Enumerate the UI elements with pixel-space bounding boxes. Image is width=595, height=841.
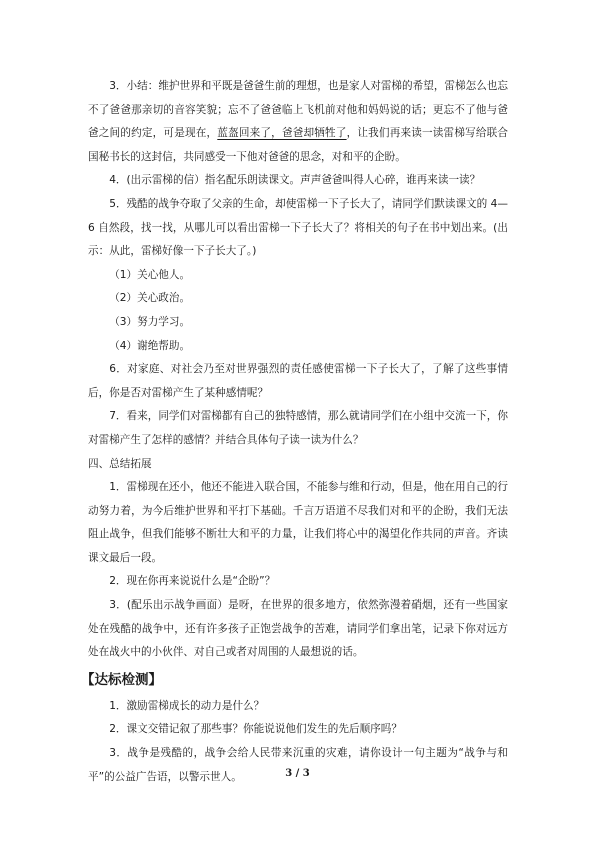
list-item: （4）谢绝帮助。 [109, 339, 191, 352]
paragraph-item-5: 5．残酷的战争夺取了父亲的生命，却使雷梯一下子长大了，请同学们默读课文的 4—6 自然段，找一找，从哪儿可以看出雷梯一下子长大了？将相关的句子在书中划出来。(出示：从此，雷梯好像一下子长大了。) [88, 197, 508, 258]
section-heading-summary: 四、总结拓展 [88, 457, 152, 470]
paragraph-summary-3: 3．(配乐出示战争画面）是呀，在世界的很多地方，依然弥漫着硝烟，还有一些国家处在残酷的战争中，还有许多孩子正饱尝战争的苦难，请同学们拿出笔，记录下你对远方处在战火中的小伙伴、对自己或者对周围的人最想说的话。 [88, 599, 508, 659]
list-item: （1）关心他人。 [109, 268, 191, 281]
paragraph-summary-2: 2．现在你再来说说什么是“企盼”？ [109, 575, 276, 588]
paragraph-summary-1: 1．雷梯现在还小，他还不能进入联合国，不能参与维和行动，但是，他在用自己的行动努力着，为今后维护世界和平打下基础。千言万语道不尽我们对和平的企盼，我们无法阻止战争，但我们能够不断壮大和平的力量，让我们将心中的渴望化作共同的声音。齐读课文最后一段。 [88, 481, 508, 564]
assessment-question-3: 3．战争是残酷的，战争会给人民带来沉重的灾难，请你设计一句主题为“战争与和平”的公益广告语，以警示世人。 [88, 747, 508, 783]
assessment-question-2: 2．课文交错记叙了那些事？你能说说他们发生的先后顺序吗？ [109, 723, 402, 736]
assessment-question-1: 1．激励雷梯成长的动力是什么？ [109, 699, 265, 712]
list-item: （2）关心政治。 [109, 292, 191, 305]
paragraph-item-7: 7．看来，同学们对雷梯都有自己的独特感情，那么就请同学们在小组中交流一下，你对雷梯产生了怎样的感情？并结合具体句子读一读为什么？ [88, 410, 508, 446]
paragraph-summary [88, 75, 508, 169]
assessment-heading: 【达标检测】 [81, 671, 162, 688]
summary-lead: 3．小结：维护世界和平既是爸爸生前的理想，也是家人对雷梯的希望，雷梯怎么也忘不了爸爸那亲切的音容笑貌；忘不了爸爸临上飞机前对他和妈妈说的话；更忘不了他与爸爸之间的约定，可是现在， [88, 80, 508, 140]
summary-tail: ，让我们再来读一读雷梯写给联合国秘书长的这封信，共同感受一下他对爸爸的思念，对和平的企盼。 [88, 127, 509, 163]
underlined-phrase: 蓝盔回来了，爸爸却牺牲了 [217, 127, 347, 140]
list-item: （3）努力学习。 [109, 315, 191, 328]
paragraph-item-4: 4．(出示雷梯的信）指名配乐朗读课文。声声爸爸叫得人心碎，谁再来读一读？ [109, 174, 481, 187]
paragraph-item-6: 6．对家庭、对社会乃至对世界强烈的责任感使雷梯一下子长大了，了解了这些事情后，你是否对雷梯产生了某种感情呢？ [88, 363, 508, 399]
page-number: 3 / 3 [285, 768, 310, 779]
document-body [81, 75, 509, 789]
